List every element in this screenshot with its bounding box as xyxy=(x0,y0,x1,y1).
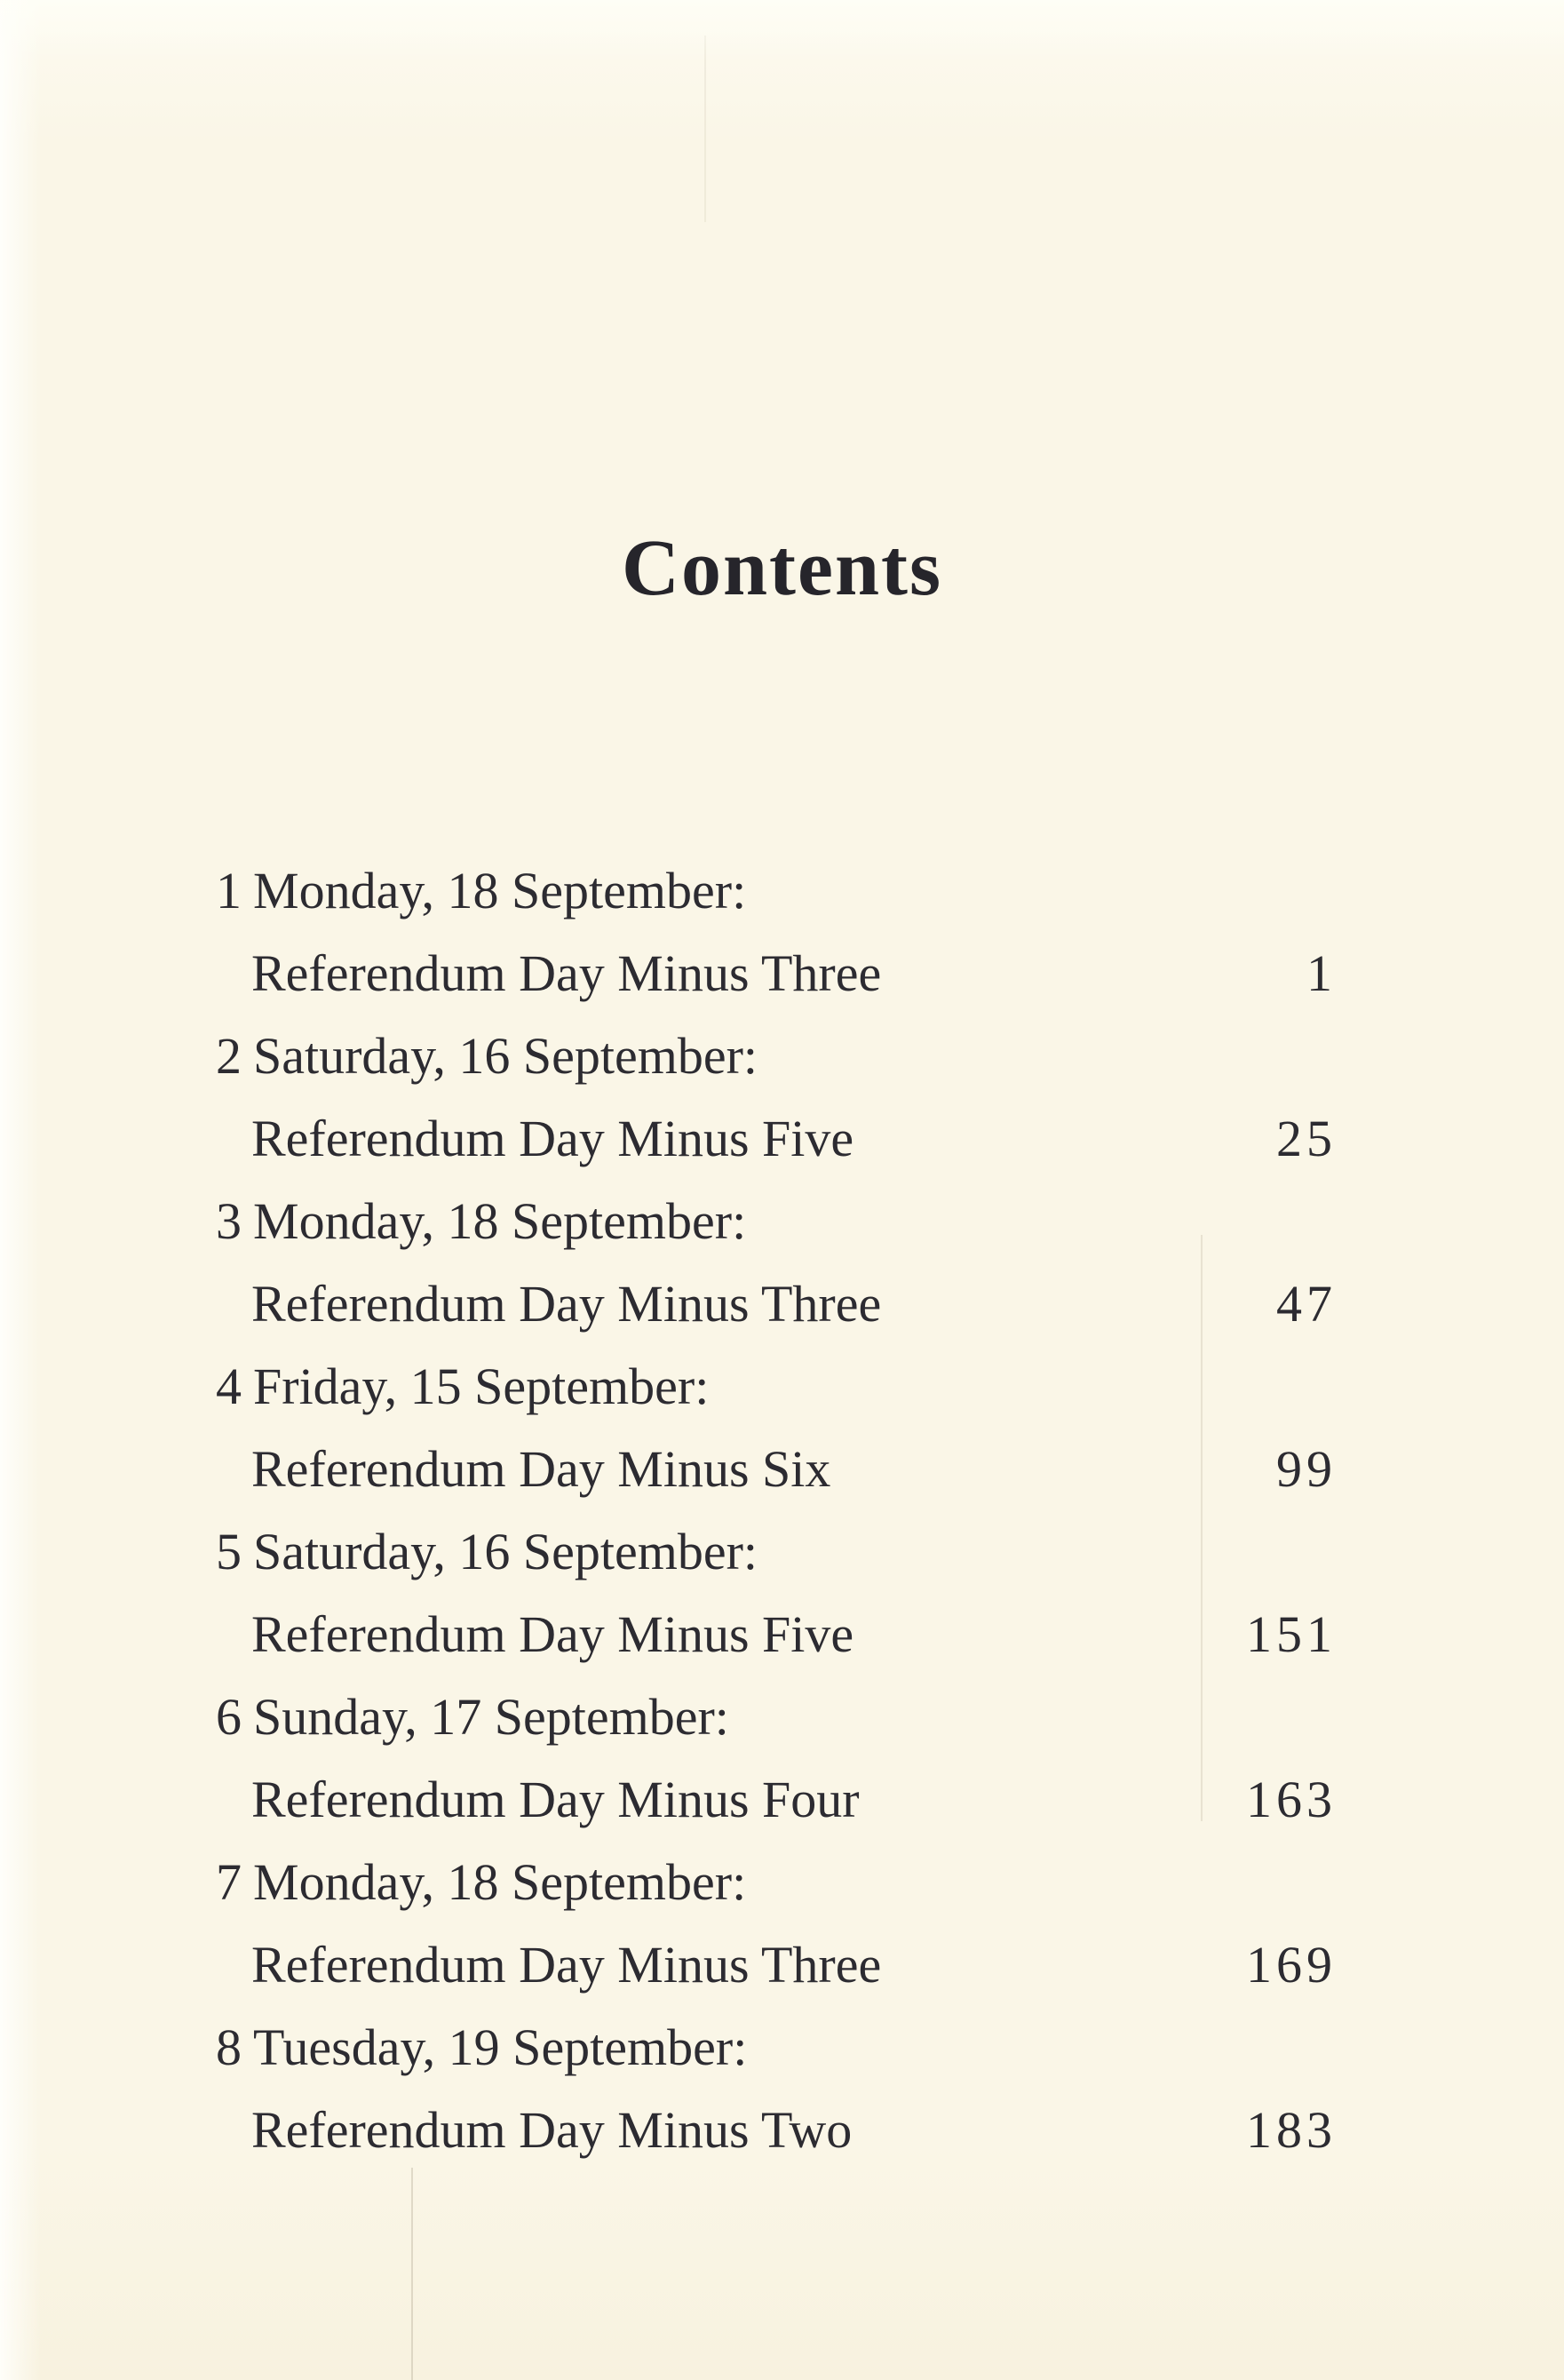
chapter-number: 1 xyxy=(216,862,242,919)
entry-subtitle-line xyxy=(216,1758,1337,1841)
entry-page-number: 99 xyxy=(1276,1440,1337,1498)
chapter-number: 7 xyxy=(216,1853,242,1911)
entry-subtitle-line xyxy=(216,1428,1337,1510)
entry-page-number: 1 xyxy=(1306,944,1337,1002)
entry-description: Referendum Day Minus Five xyxy=(251,1110,854,1167)
entry-subtitle-line xyxy=(216,1593,1337,1676)
entry-date-line xyxy=(216,1180,1337,1262)
toc-entry xyxy=(216,1180,1337,1345)
entry-subtitle-line xyxy=(216,1097,1337,1180)
entry-date: Monday, 18 September: xyxy=(253,1192,747,1250)
entry-page-number: 47 xyxy=(1276,1275,1337,1333)
toc-entry xyxy=(216,1345,1337,1510)
entry-date-line xyxy=(216,1841,1337,1923)
toc-entry xyxy=(216,1841,1337,2006)
entry-subtitle-line xyxy=(216,2089,1337,2171)
toc-entry xyxy=(216,1676,1337,1841)
toc-entry xyxy=(216,2006,1337,2171)
scan-crease xyxy=(411,2168,413,2380)
entry-date: Saturday, 16 September: xyxy=(253,1027,758,1085)
chapter-number: 4 xyxy=(216,1357,242,1415)
entry-subtitle-line xyxy=(216,1262,1337,1345)
entry-page-number: 183 xyxy=(1246,2101,1337,2159)
toc-entry xyxy=(216,1015,1337,1180)
entry-page-number: 151 xyxy=(1246,1605,1337,1663)
entry-subtitle-line xyxy=(216,1923,1337,2006)
entry-page-number: 163 xyxy=(1246,1771,1337,1828)
page-title: Contents xyxy=(621,524,942,613)
toc-entry xyxy=(216,849,1337,1015)
chapter-number: 2 xyxy=(216,1027,242,1085)
entry-date-line xyxy=(216,1345,1337,1428)
entry-description: Referendum Day Minus Six xyxy=(251,1440,831,1498)
entry-page-number: 169 xyxy=(1246,1936,1337,1994)
entry-date: Monday, 18 September: xyxy=(253,1853,747,1911)
toc-list xyxy=(216,849,1337,2171)
entry-description: Referendum Day Minus Three xyxy=(251,944,882,1002)
chapter-number: 8 xyxy=(216,2018,242,2076)
entry-description: Referendum Day Minus Three xyxy=(251,1936,882,1994)
entry-date-line xyxy=(216,2006,1337,2089)
entry-description: Referendum Day Minus Four xyxy=(251,1771,860,1828)
entry-date-line xyxy=(216,849,1337,932)
entry-date: Sunday, 17 September: xyxy=(253,1688,729,1746)
entry-subtitle-line xyxy=(216,932,1337,1015)
entry-date-line xyxy=(216,1510,1337,1593)
toc-entry xyxy=(216,1510,1337,1676)
chapter-number: 3 xyxy=(216,1192,242,1250)
entry-page-number: 25 xyxy=(1276,1110,1337,1167)
entry-date-line xyxy=(216,1676,1337,1758)
scan-crease xyxy=(704,36,706,222)
entry-description: Referendum Day Minus Two xyxy=(251,2101,853,2159)
entry-description: Referendum Day Minus Five xyxy=(251,1605,854,1663)
entry-date: Saturday, 16 September: xyxy=(253,1523,758,1580)
entry-date: Friday, 15 September: xyxy=(253,1357,710,1415)
entry-date: Monday, 18 September: xyxy=(253,862,747,919)
chapter-number: 6 xyxy=(216,1688,242,1746)
entry-description: Referendum Day Minus Three xyxy=(251,1275,882,1333)
entry-date: Tuesday, 19 September: xyxy=(253,2018,748,2076)
chapter-number: 5 xyxy=(216,1523,242,1580)
entry-date-line xyxy=(216,1015,1337,1097)
